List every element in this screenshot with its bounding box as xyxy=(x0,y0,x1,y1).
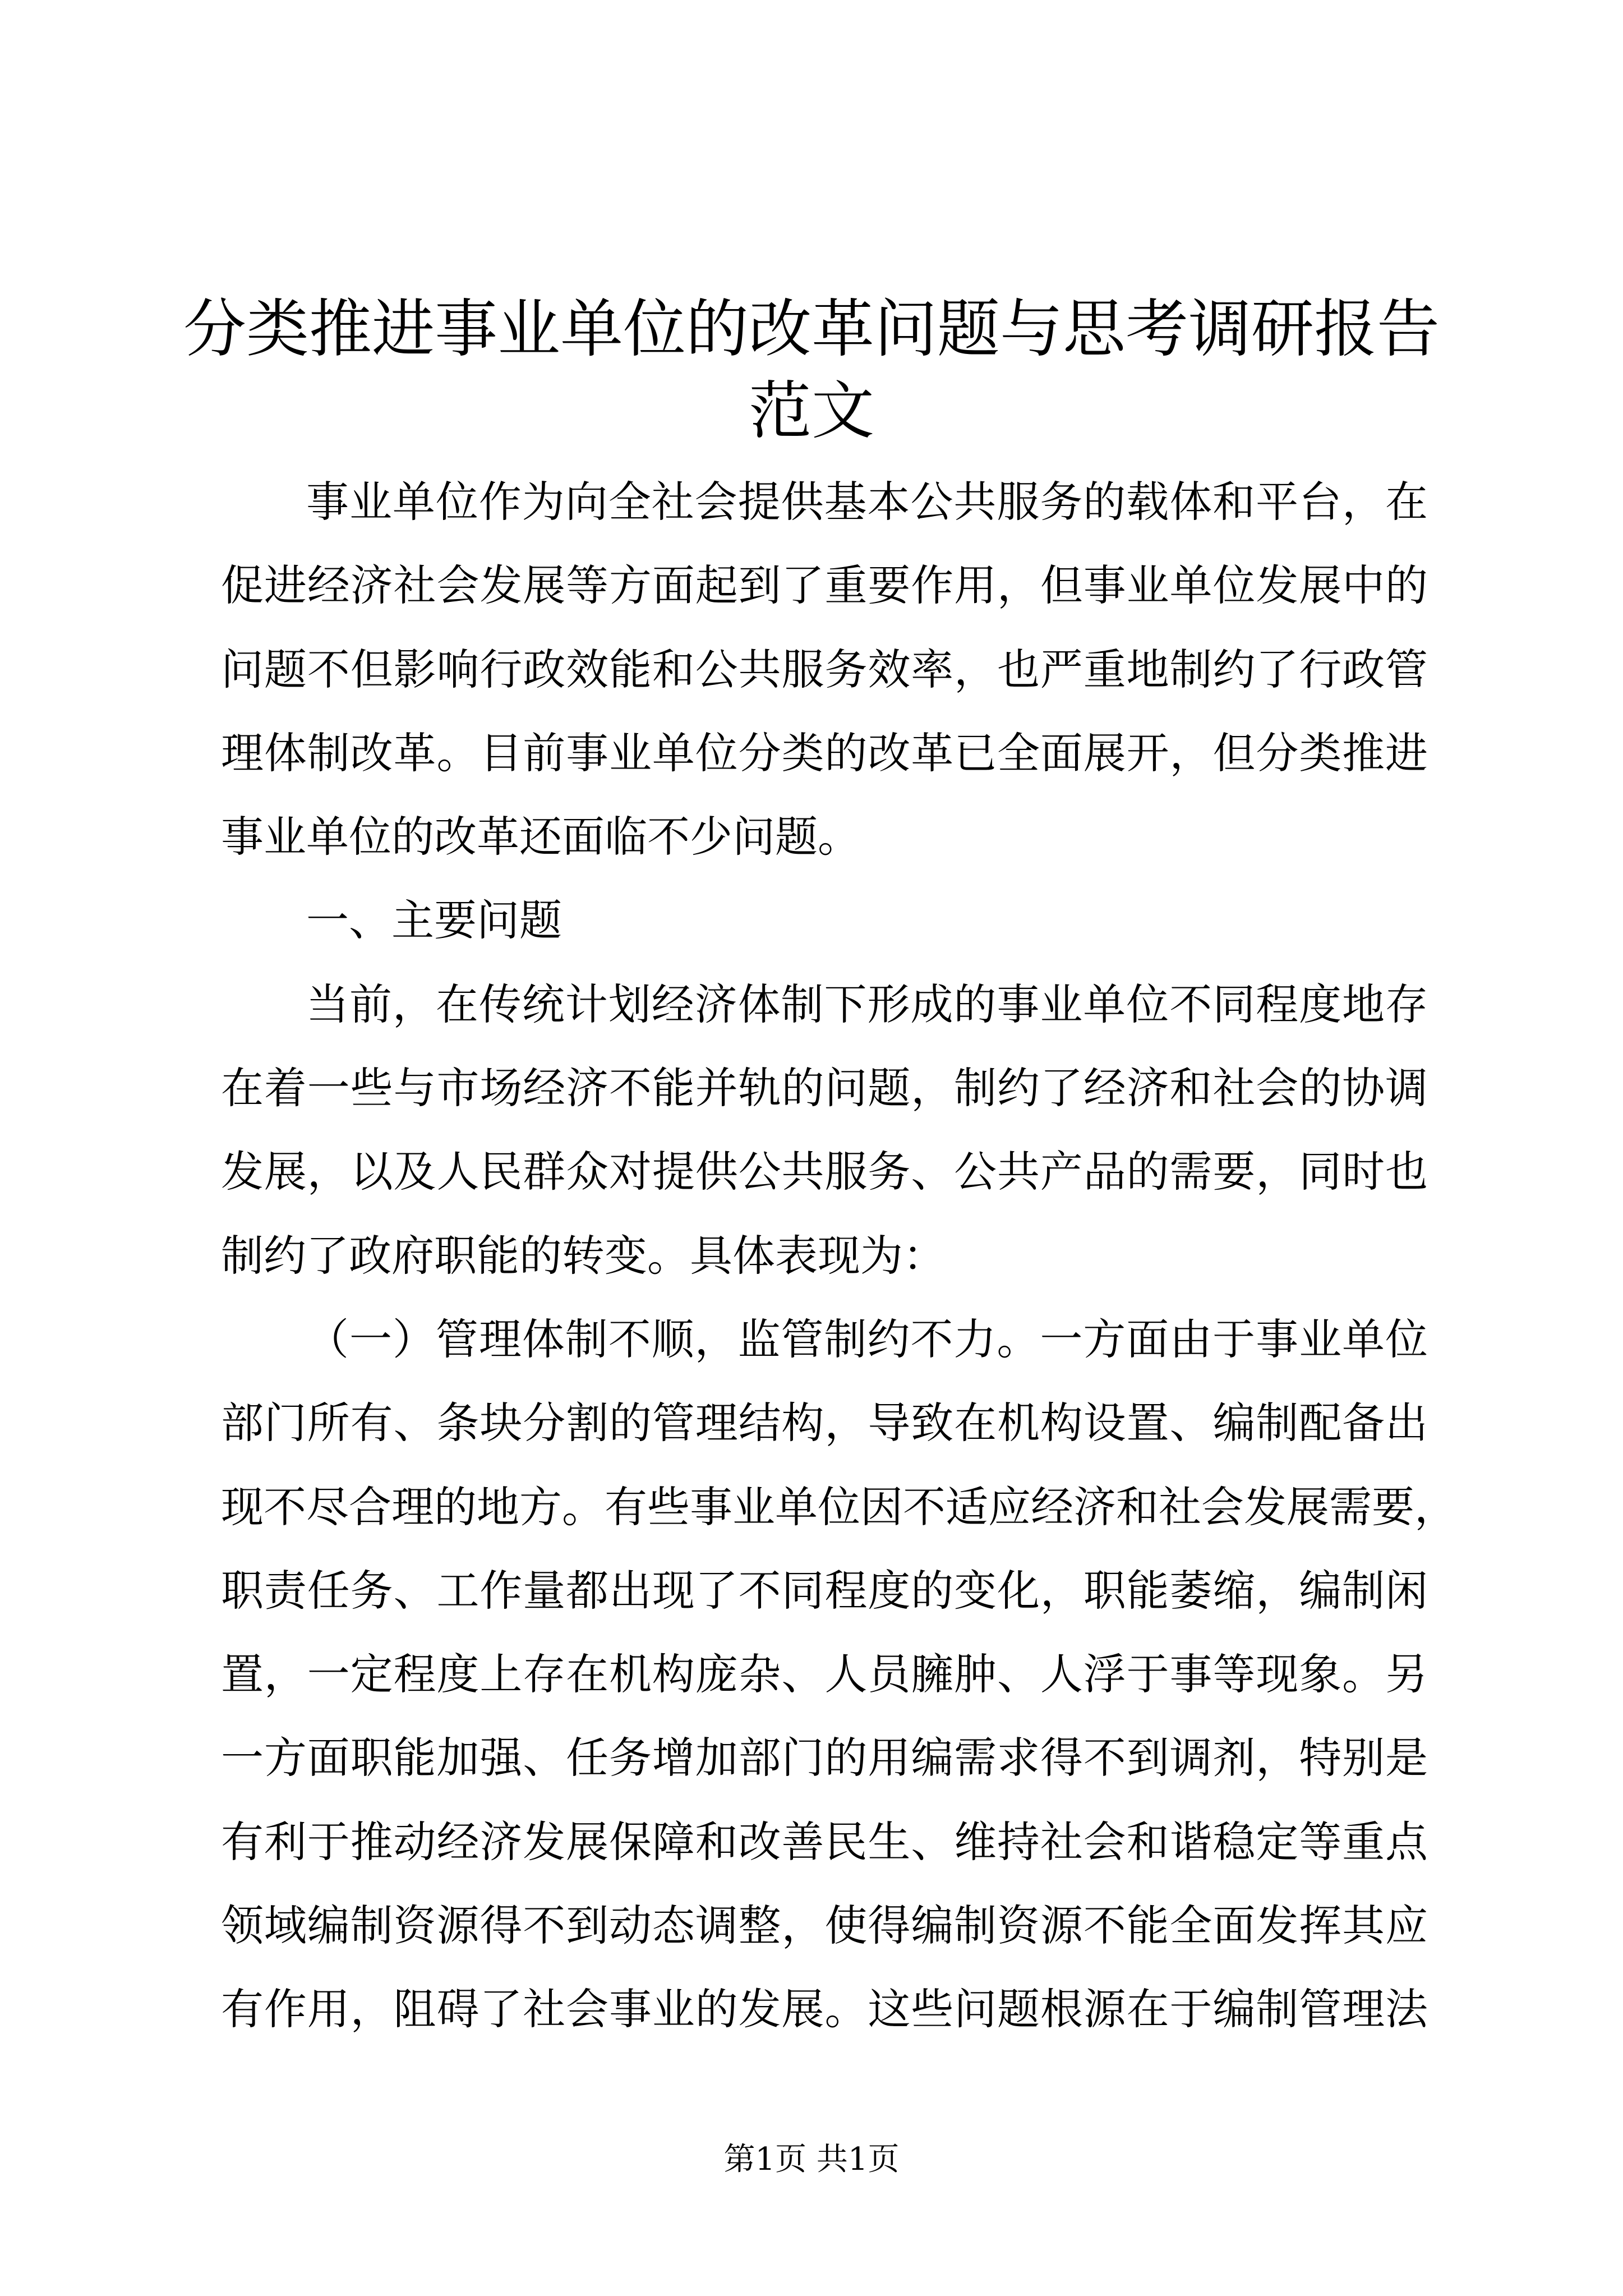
text-line: 有作用，阻碍了社会事业的发展。这些问题根源在于编制管理法 xyxy=(221,1984,1428,2035)
text-line: 发展，以及人民群众对提供公共服务、公共产品的需要，同时也 xyxy=(221,1147,1428,1197)
text-line: 一方面职能加强、任务增加部门的用编需求得不到调剂，特别是 xyxy=(221,1733,1428,1783)
text-line: 事业单位的改革还面临不少问题。 xyxy=(221,812,860,862)
paragraph xyxy=(221,1297,1457,2051)
text-line: 有利于推动经济发展保障和改善民生、维持社会和谐稳定等重点 xyxy=(221,1816,1428,1867)
text-line: 当前，在传统计划经济体制下形成的事业单位不同程度地存 xyxy=(306,979,1428,1029)
text-line: 在着一些与市场经济不能并轨的问题，制约了经济和社会的协调 xyxy=(221,1063,1428,1114)
text-line: 促进经济社会发展等方面起到了重要作用，但事业单位发展中的 xyxy=(221,560,1428,611)
paragraph xyxy=(221,963,1428,1297)
text-line: 领域编制资源得不到动态调整，使得编制资源不能全面发挥其应 xyxy=(221,1901,1428,1951)
section-heading xyxy=(221,878,1428,962)
text-line: 事业单位作为向全社会提供基本公共服务的载体和平台，在 xyxy=(306,477,1428,527)
text-line: 现不尽合理的地方。有些事业单位因不适应经济和社会发展需要， xyxy=(221,1481,1457,1532)
text-line: 制约了政府职能的转变。具体表现为： xyxy=(221,1230,946,1281)
document-body xyxy=(221,460,1457,2051)
paragraph xyxy=(221,460,1428,878)
document-title-line-1: 分类推进事业单位的改革问题与思考调研报告 xyxy=(183,293,1440,366)
page-footer: 第1页 共1页 xyxy=(723,2141,900,2178)
text-line: 一、主要问题 xyxy=(306,895,562,946)
text-line: 置，一定程度上存在机构庞杂、人员臃肿、人浮于事等现象。另 xyxy=(221,1649,1428,1700)
document-title-line-2: 范文 xyxy=(749,375,874,448)
text-line: （一）管理体制不顺，监管制约不力。一方面由于事业单位 xyxy=(306,1314,1428,1364)
text-line: 问题不但影响行政效能和公共服务效率，也严重地制约了行政管 xyxy=(221,644,1428,694)
text-line: 理体制改革。目前事业单位分类的改革已全面展开，但分类推进 xyxy=(221,728,1428,778)
text-line: 职责任务、工作量都出现了不同程度的变化，职能萎缩，编制闲 xyxy=(221,1565,1428,1616)
text-line: 部门所有、条块分割的管理结构，导致在机构设置、编制配备出 xyxy=(221,1398,1428,1448)
